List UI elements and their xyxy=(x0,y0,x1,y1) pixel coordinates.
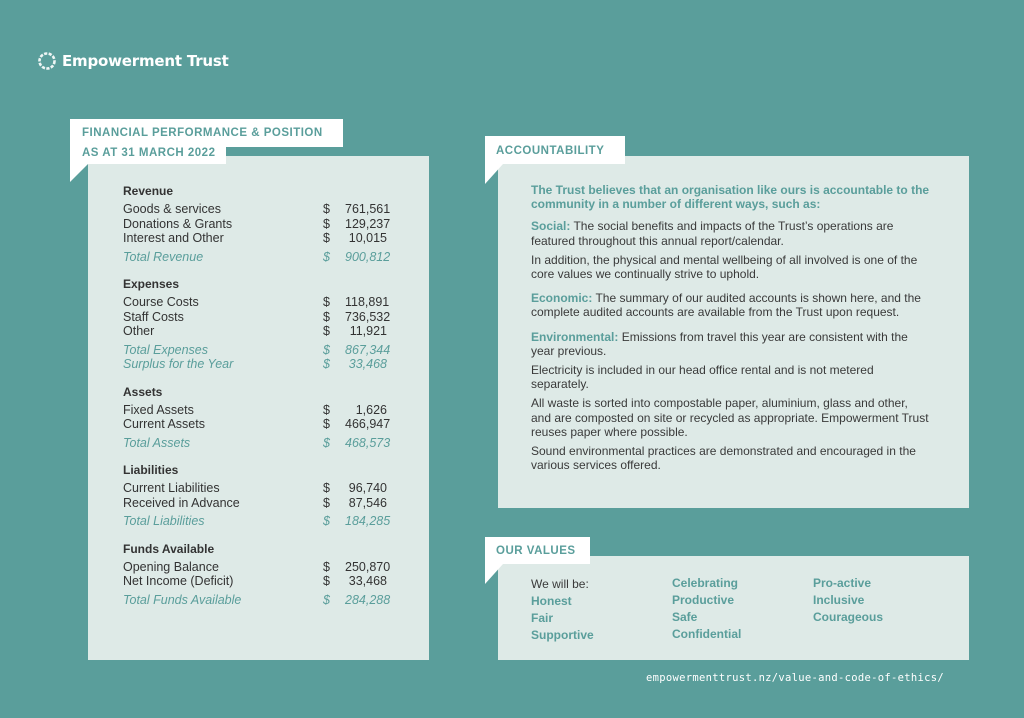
currency-symbol: $ xyxy=(323,309,330,324)
values-column-3 xyxy=(813,575,883,626)
statement-row xyxy=(123,496,393,511)
financial-subtitle: AS AT 31 MARCH 2022 xyxy=(70,147,226,164)
statement-row xyxy=(123,310,393,325)
accountability-tab-tail xyxy=(485,164,503,184)
row-label: Other xyxy=(123,324,155,338)
currency-symbol: $ xyxy=(323,324,330,338)
row-label: Opening Balance xyxy=(123,559,219,574)
statement-row xyxy=(123,231,393,246)
financial-title: FINANCIAL PERFORMANCE & POSITION xyxy=(70,119,343,147)
currency-symbol: $ xyxy=(323,574,330,588)
row-value: 1,626 xyxy=(355,402,387,417)
value-item: Fair xyxy=(531,611,554,625)
total-value: 468,573 xyxy=(345,435,391,450)
row-label: Current Assets xyxy=(123,417,205,431)
value-item: Courageous xyxy=(813,610,884,624)
ring-logo-icon xyxy=(37,51,57,71)
row-label: Interest and Other xyxy=(123,231,224,245)
social-text: The social benefits and impacts of the Trust’s operations are featured throughout this annual report/calendar. xyxy=(531,219,894,248)
total-value: 284,288 xyxy=(345,592,391,607)
accountability-intro: The Trust believes that an organisation like ours is accountable to the community in a number of different ways, such as: xyxy=(531,183,930,212)
values-title: OUR VALUES xyxy=(485,537,590,564)
funds-section xyxy=(123,541,393,608)
currency-symbol: $ xyxy=(323,249,330,264)
values-tab-tail xyxy=(485,564,503,584)
statement-row xyxy=(123,560,393,575)
value-item: Confidential xyxy=(672,627,742,641)
environmental-paragraph-3: All waste is sorted into compostable paper, aluminium, glass and other, and are composted on site or recycled as appropriate. Empowerment Trust reuses paper where possible. xyxy=(531,396,929,439)
total-row xyxy=(123,593,393,608)
total-row xyxy=(123,250,393,265)
row-value: 118,891 xyxy=(345,295,390,309)
surplus-row xyxy=(123,357,393,372)
row-value: 466,947 xyxy=(345,417,391,431)
currency-symbol: $ xyxy=(323,435,330,450)
financial-statement xyxy=(123,183,393,619)
environmental-paragraph-4: Sound environmental practices are demonstrated and encouraged in the various services offered. xyxy=(531,444,916,473)
section-title: Revenue xyxy=(123,184,174,198)
value-item: Inclusive xyxy=(813,593,865,607)
economic-paragraph xyxy=(531,291,931,319)
total-label: Total Expenses xyxy=(123,342,209,357)
row-value: 736,532 xyxy=(345,309,391,324)
row-value: 10,015 xyxy=(348,231,387,245)
revenue-section xyxy=(123,183,393,264)
currency-symbol: $ xyxy=(323,592,330,607)
environmental-text: Emissions from travel this year are consistent with the year previous. xyxy=(531,329,908,358)
row-value: 761,561 xyxy=(345,202,391,216)
section-title: Funds Available xyxy=(123,541,215,556)
row-value: 11,921 xyxy=(349,324,387,338)
currency-symbol: $ xyxy=(323,559,330,574)
surplus-label: Surplus for the Year xyxy=(123,357,234,371)
row-value: 96,740 xyxy=(348,481,387,495)
total-label: Total Assets xyxy=(123,435,191,450)
total-label: Total Liabilities xyxy=(123,514,205,528)
total-label: Total Revenue xyxy=(123,249,204,264)
financial-tab-tail xyxy=(70,164,88,182)
currency-symbol: $ xyxy=(323,231,330,245)
brand-logo xyxy=(37,51,229,71)
row-label: Net Income (Deficit) xyxy=(123,574,234,588)
accountability-text xyxy=(531,183,931,477)
social-paragraph xyxy=(531,219,931,247)
currency-symbol: $ xyxy=(323,342,330,357)
statement-row xyxy=(123,417,393,432)
statement-row xyxy=(123,217,393,232)
assets-section xyxy=(123,384,393,451)
accountability-title: ACCOUNTABILITY xyxy=(485,136,625,164)
total-value: 867,344 xyxy=(345,342,391,357)
currency-symbol: $ xyxy=(323,357,330,371)
values-column-2 xyxy=(672,575,741,643)
expenses-section xyxy=(123,276,393,372)
environmental-paragraph-2: Electricity is included in our head office rental and is not metered separately. xyxy=(531,363,874,392)
statement-row xyxy=(123,481,393,496)
row-value: 87,546 xyxy=(348,495,387,510)
brand-name: Empowerment Trust xyxy=(62,52,229,70)
row-value: 33,468 xyxy=(348,574,387,588)
section-title: Expenses xyxy=(123,277,180,291)
row-label: Goods & services xyxy=(123,202,221,216)
economic-label: Economic: xyxy=(531,291,593,306)
row-label: Staff Costs xyxy=(123,309,184,324)
values-label: We will be: xyxy=(531,577,589,591)
statement-row xyxy=(123,324,393,339)
environmental-paragraph xyxy=(531,330,931,358)
row-label: Fixed Assets xyxy=(123,402,194,417)
total-value: 900,812 xyxy=(345,249,391,264)
row-label: Current Liabilities xyxy=(123,481,220,495)
footer-url: empowermenttrust.nz/value-and-code-of-ethics/ xyxy=(646,672,944,684)
total-row xyxy=(123,514,393,529)
currency-symbol: $ xyxy=(323,202,330,216)
value-item: Safe xyxy=(672,610,698,624)
section-title: Assets xyxy=(123,384,163,399)
surplus-value: 33,468 xyxy=(348,357,387,371)
currency-symbol: $ xyxy=(323,514,330,528)
row-value: 129,237 xyxy=(345,216,391,231)
currency-symbol: $ xyxy=(323,417,330,431)
currency-symbol: $ xyxy=(323,402,330,417)
currency-symbol: $ xyxy=(323,495,330,510)
currency-symbol: $ xyxy=(323,295,330,309)
social-label: Social: xyxy=(531,219,571,234)
value-item: Pro-active xyxy=(813,576,872,590)
row-label: Course Costs xyxy=(123,295,199,309)
statement-row xyxy=(123,295,393,310)
total-row xyxy=(123,343,393,358)
liabilities-section xyxy=(123,462,393,529)
social-paragraph-2: In addition, the physical and mental wellbeing of all involved is one of the core values we continually strive to uphold. xyxy=(531,252,918,282)
value-item: Supportive xyxy=(531,628,594,642)
statement-row xyxy=(123,202,393,217)
economic-text: The summary of our audited accounts is shown here, and the complete audited accounts are available from the Trust upon request. xyxy=(531,291,921,320)
value-item: Productive xyxy=(672,593,735,607)
total-label: Total Funds Available xyxy=(123,592,242,607)
total-row xyxy=(123,436,393,451)
currency-symbol: $ xyxy=(323,216,330,231)
value-item: Celebrating xyxy=(672,576,739,590)
currency-symbol: $ xyxy=(323,481,330,495)
statement-row xyxy=(123,403,393,418)
values-column-1 xyxy=(531,576,594,644)
section-title: Liabilities xyxy=(123,463,179,477)
row-value: 250,870 xyxy=(345,559,391,574)
row-label: Donations & Grants xyxy=(123,216,233,231)
total-value: 184,285 xyxy=(345,514,391,528)
environmental-label: Environmental: xyxy=(531,329,619,344)
value-item: Honest xyxy=(531,594,572,608)
row-label: Received in Advance xyxy=(123,495,240,510)
statement-row xyxy=(123,574,393,589)
